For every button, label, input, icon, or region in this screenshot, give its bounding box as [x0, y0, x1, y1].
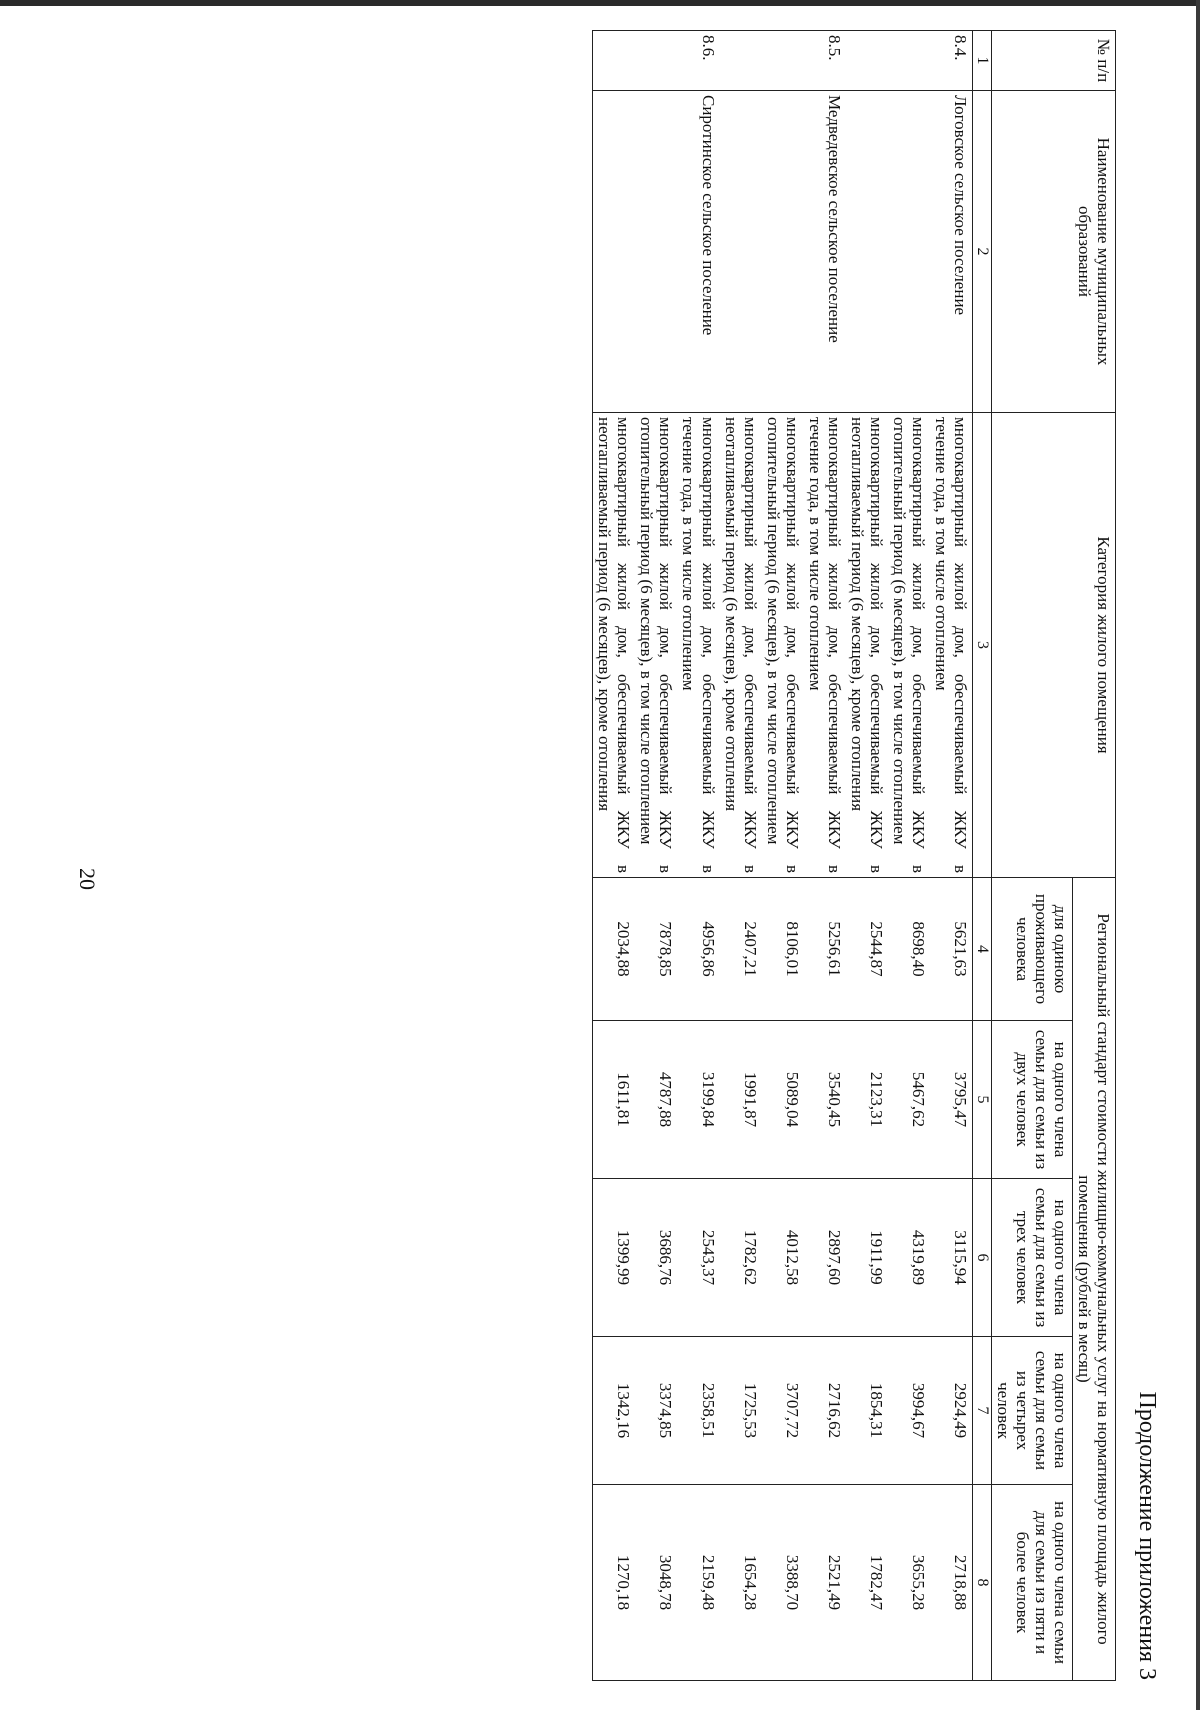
- value-two: 2123,31: [846, 1021, 888, 1179]
- value-single: 8698,40: [888, 878, 930, 1021]
- municipality-name: [635, 91, 677, 413]
- value-single: 5256,61: [804, 878, 846, 1021]
- header-municipality: Наименование муниципальных образований: [991, 91, 1115, 413]
- header-five: на одного члена семьи для семьи из пяти и более человек: [991, 1485, 1072, 1681]
- continuation-title: Продолжение приложения 3: [1134, 1391, 1160, 1680]
- municipality-name: [593, 91, 636, 413]
- municipality-name: [888, 91, 930, 413]
- header-two: на одного члена семьи для семьи из двух человек: [991, 1021, 1072, 1179]
- value-five: 1270,18: [593, 1485, 636, 1681]
- value-single: 4956,86: [677, 878, 719, 1021]
- value-two: 3540,45: [804, 1021, 846, 1179]
- value-single: 5621,63: [930, 878, 973, 1021]
- municipality-name: [846, 91, 888, 413]
- municipality-name: Медведевское сельское поселение: [804, 91, 846, 413]
- value-five: 2159,48: [677, 1485, 719, 1681]
- header-row-1: [1072, 31, 1115, 1681]
- housing-category: многоквартирный жилой дом, обеспечиваемый ЖКУ в отопительный период (6 месяцев), в том числе отоплением: [762, 413, 804, 878]
- header-num: № п/п: [991, 31, 1115, 91]
- value-four: 1342,16: [593, 1337, 636, 1485]
- value-five: 3655,28: [888, 1485, 930, 1681]
- housing-category: многоквартирный жилой дом, обеспечиваемый ЖКУ в течение года, в том числе отоплением: [930, 413, 973, 878]
- value-three: 4012,58: [762, 1179, 804, 1337]
- table-row: [762, 31, 804, 1681]
- housing-category: многоквартирный жилой дом, обеспечиваемый ЖКУ в течение года, в том числе отоплением: [804, 413, 846, 878]
- value-three: 3115,94: [930, 1179, 973, 1337]
- value-two: 5467,62: [888, 1021, 930, 1179]
- row-number: [635, 31, 677, 91]
- value-four: 2358,51: [677, 1337, 719, 1485]
- column-number: 4: [972, 878, 991, 1021]
- value-two: 1991,87: [720, 1021, 762, 1179]
- value-five: 1782,47: [846, 1485, 888, 1681]
- value-four: 2716,62: [804, 1337, 846, 1485]
- row-number: 8.6.: [677, 31, 719, 91]
- column-number: 2: [972, 91, 991, 413]
- header-single: для одиноко проживающего человека: [991, 878, 1072, 1021]
- header-four: на одного члена семьи для семьи из четырех человек: [991, 1337, 1072, 1485]
- table-row: [804, 31, 846, 1681]
- row-number: [593, 31, 636, 91]
- housing-category: многоквартирный жилой дом, обеспечиваемый ЖКУ в неотапливаемый период (6 месяцев), кроме отопления: [593, 413, 636, 878]
- value-single: 2544,87: [846, 878, 888, 1021]
- table-row: [635, 31, 677, 1681]
- scan-edge-right: [1196, 0, 1200, 1710]
- table-row: [593, 31, 636, 1681]
- housing-category: многоквартирный жилой дом, обеспечиваемый ЖКУ в течение года, в том числе отоплением: [677, 413, 719, 878]
- value-two: 1611,81: [593, 1021, 636, 1179]
- value-single: 8106,01: [762, 878, 804, 1021]
- row-number: [762, 31, 804, 91]
- housing-category: многоквартирный жилой дом, обеспечиваемый ЖКУ в отопительный период (6 месяцев), в том числе отоплением: [635, 413, 677, 878]
- value-three: 4319,89: [888, 1179, 930, 1337]
- value-two: 5089,04: [762, 1021, 804, 1179]
- row-number: 8.5.: [804, 31, 846, 91]
- column-number: 7: [972, 1337, 991, 1485]
- scan-edge-top: [0, 0, 1200, 6]
- header-three: на одного члена семьи для семьи из трех человек: [991, 1179, 1072, 1337]
- value-five: 1654,28: [720, 1485, 762, 1681]
- row-number: [888, 31, 930, 91]
- value-three: 1911,99: [846, 1179, 888, 1337]
- value-two: 3795,47: [930, 1021, 973, 1179]
- value-single: 2034,88: [593, 878, 636, 1021]
- column-number: 3: [972, 413, 991, 878]
- municipality-name: [720, 91, 762, 413]
- value-four: 1854,31: [846, 1337, 888, 1485]
- housing-category: многоквартирный жилой дом, обеспечиваемый ЖКУ в отопительный период (6 месяцев), в том числе отоплением: [888, 413, 930, 878]
- value-two: 4787,88: [635, 1021, 677, 1179]
- value-two: 3199,84: [677, 1021, 719, 1179]
- municipality-name: [762, 91, 804, 413]
- value-single: 2407,21: [720, 878, 762, 1021]
- housing-category: многоквартирный жилой дом, обеспечиваемый ЖКУ в неотапливаемый период (6 месяцев), кроме отопления: [720, 413, 762, 878]
- header-category: Категория жилого помещения: [991, 413, 1115, 878]
- value-three: 1782,62: [720, 1179, 762, 1337]
- table-body: [593, 31, 973, 1681]
- row-number: [846, 31, 888, 91]
- value-three: 2897,60: [804, 1179, 846, 1337]
- column-number-row: [972, 31, 991, 1681]
- value-five: 3388,70: [762, 1485, 804, 1681]
- row-number: 8.4.: [930, 31, 973, 91]
- value-five: 3048,78: [635, 1485, 677, 1681]
- municipality-name: Сиротинское сельское поселение: [677, 91, 719, 413]
- housing-category: многоквартирный жилой дом, обеспечиваемый ЖКУ в неотапливаемый период (6 месяцев), кроме отопления: [846, 413, 888, 878]
- value-four: 3994,67: [888, 1337, 930, 1485]
- tariff-table: [592, 30, 1116, 1681]
- column-number: 8: [972, 1485, 991, 1681]
- rotated-sheet: [168, 30, 1168, 1680]
- value-three: 1399,99: [593, 1179, 636, 1337]
- page-number: 20: [75, 868, 100, 890]
- value-four: 1725,53: [720, 1337, 762, 1485]
- table-row: [930, 31, 973, 1681]
- table-row: [720, 31, 762, 1681]
- value-four: 3707,72: [762, 1337, 804, 1485]
- value-single: 7878,85: [635, 878, 677, 1021]
- value-three: 3686,76: [635, 1179, 677, 1337]
- row-number: [720, 31, 762, 91]
- header-group: Региональный стандарт стоимости жилищно-коммунальных услуг на нормативную площадь жилого помещения (рублей в месяц): [1072, 878, 1115, 1681]
- table-row: [846, 31, 888, 1681]
- column-number: 5: [972, 1021, 991, 1179]
- value-five: 2718,88: [930, 1485, 973, 1681]
- municipality-name: Логовское сельское поселение: [930, 91, 973, 413]
- column-number: 1: [972, 31, 991, 91]
- column-number: 6: [972, 1179, 991, 1337]
- table-row: [677, 31, 719, 1681]
- value-four: 3374,85: [635, 1337, 677, 1485]
- value-five: 2521,49: [804, 1485, 846, 1681]
- value-four: 2924,49: [930, 1337, 973, 1485]
- table-row: [888, 31, 930, 1681]
- value-three: 2543,37: [677, 1179, 719, 1337]
